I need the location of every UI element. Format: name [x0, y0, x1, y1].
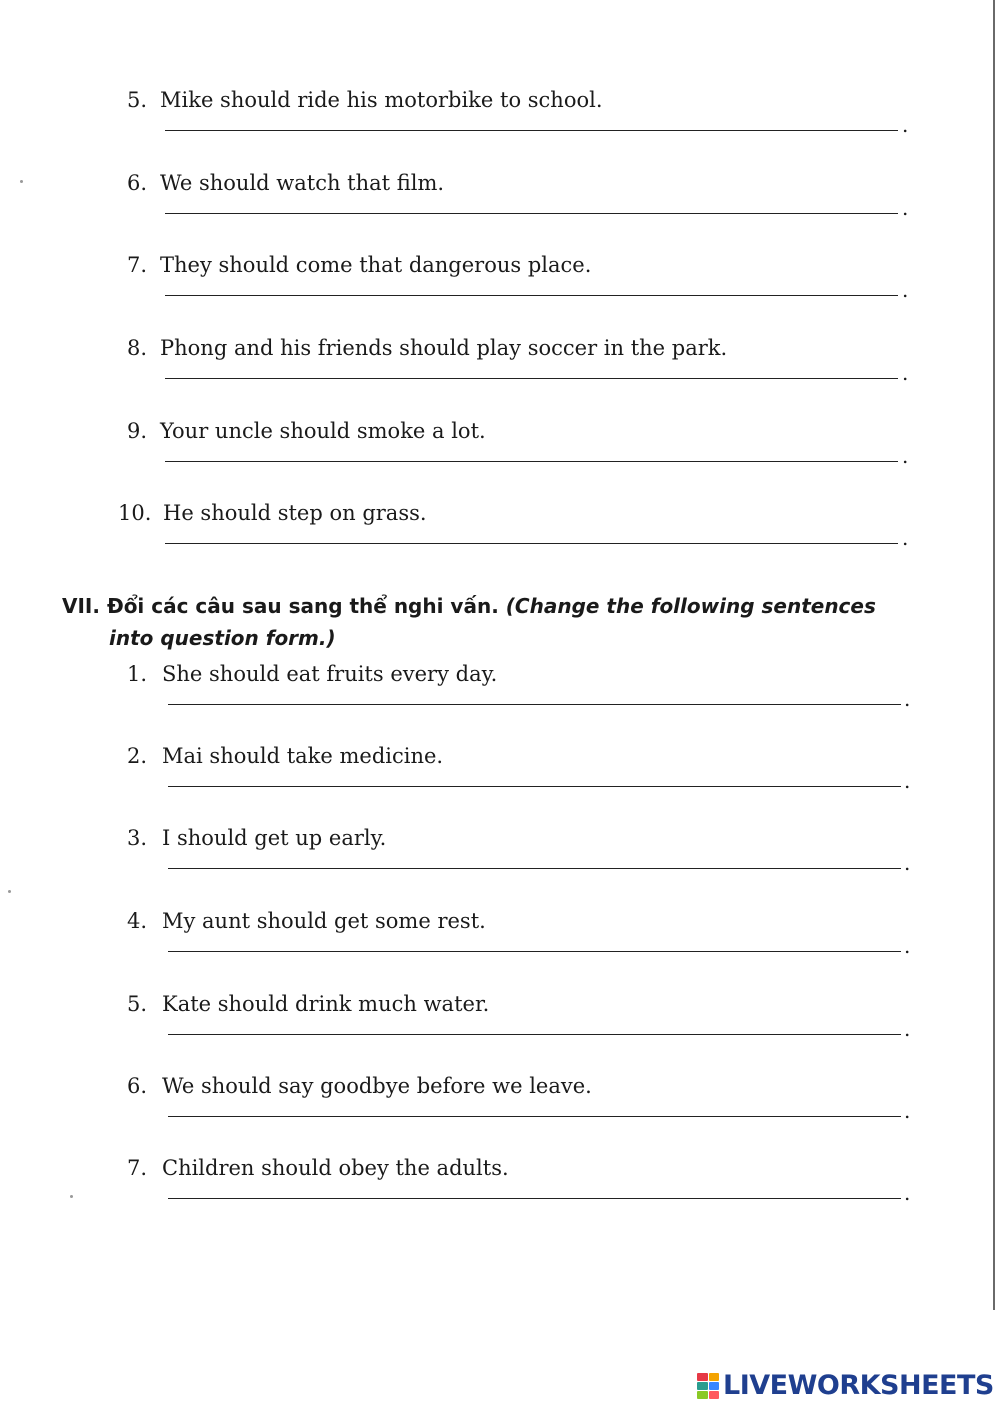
liveworksheets-logo: [697, 1370, 994, 1402]
exercise-item: [0, 991, 1000, 1051]
item-sentence: He should step on grass.: [163, 501, 427, 525]
answer-line[interactable]: [165, 130, 898, 131]
line-end-period: .: [904, 687, 911, 711]
scan-speck: [8, 890, 11, 893]
answer-line[interactable]: [165, 461, 898, 462]
item-sentence: Children should obey the adults.: [162, 1156, 509, 1180]
line-end-period: .: [904, 1181, 911, 1205]
item-sentence: Mike should ride his motorbike to school.: [160, 88, 603, 112]
instruction-english-2: into question form.): [109, 626, 336, 650]
item-sentence: Phong and his friends should play soccer in the park.: [160, 336, 728, 360]
answer-line[interactable]: [165, 295, 898, 296]
line-end-period: .: [904, 934, 911, 958]
line-end-period: .: [902, 526, 909, 550]
line-end-period: .: [902, 196, 909, 220]
item-number: 7.: [126, 253, 147, 277]
item-sentence: They should come that dangerous place.: [160, 253, 592, 277]
exercise-item: [0, 87, 1000, 147]
item-number: 7.: [126, 1156, 147, 1180]
answer-line[interactable]: [168, 1198, 901, 1199]
item-number: 2.: [126, 744, 147, 768]
answer-line[interactable]: [165, 378, 898, 379]
line-end-period: .: [904, 1099, 911, 1123]
item-sentence: Mai should take medicine.: [162, 744, 444, 768]
item-sentence: Kate should drink much water.: [162, 992, 490, 1016]
section-heading: [62, 590, 962, 654]
exercise-item: [0, 418, 1000, 478]
answer-line[interactable]: [168, 951, 901, 952]
item-number: 5.: [126, 88, 147, 112]
instruction-english-1: (Change the following sentences: [505, 594, 876, 618]
scan-speck: [20, 180, 23, 183]
item-sentence: I should get up early.: [162, 826, 387, 850]
instruction-vietnamese: Đổi các câu sau sang thể nghi vấn.: [106, 594, 499, 618]
line-end-period: .: [904, 1017, 911, 1041]
item-sentence: We should watch that film.: [160, 171, 445, 195]
item-number: 8.: [126, 336, 147, 360]
item-number: 6.: [126, 171, 147, 195]
exercise-item: [0, 252, 1000, 312]
exercise-item: [0, 500, 1000, 560]
section-number: VII.: [62, 594, 100, 618]
line-end-period: .: [902, 113, 909, 137]
exercise-item: [0, 825, 1000, 885]
logo-mark-icon: [697, 1373, 719, 1399]
exercise-item: [0, 1073, 1000, 1133]
item-number: 5.: [126, 992, 147, 1016]
item-number: 4.: [126, 909, 147, 933]
exercise-item: [0, 743, 1000, 803]
item-number: 9.: [126, 419, 147, 443]
exercise-item: [0, 170, 1000, 230]
item-sentence: My aunt should get some rest.: [162, 909, 486, 933]
line-end-period: .: [904, 769, 911, 793]
answer-line[interactable]: [168, 868, 901, 869]
answer-line[interactable]: [168, 1116, 901, 1117]
exercise-item: [0, 1155, 1000, 1215]
answer-line[interactable]: [168, 1034, 901, 1035]
answer-line[interactable]: [168, 704, 901, 705]
line-end-period: .: [902, 361, 909, 385]
item-number: 3.: [126, 826, 147, 850]
item-number: 1.: [126, 662, 147, 686]
exercise-item: [0, 335, 1000, 395]
item-sentence: We should say goodbye before we leave.: [162, 1074, 592, 1098]
exercise-item: [0, 661, 1000, 721]
line-end-period: .: [902, 444, 909, 468]
scan-speck: [70, 1195, 73, 1198]
line-end-period: .: [904, 851, 911, 875]
line-end-period: .: [902, 278, 909, 302]
answer-line[interactable]: [165, 543, 898, 544]
item-sentence: Your uncle should smoke a lot.: [160, 419, 486, 443]
answer-line[interactable]: [168, 786, 901, 787]
item-sentence: She should eat fruits every day.: [162, 662, 498, 686]
answer-line[interactable]: [165, 213, 898, 214]
logo-text: LIVEWORKSHEETS: [723, 1370, 994, 1401]
item-number: 6.: [126, 1074, 147, 1098]
item-number: 10.: [118, 501, 152, 525]
exercise-item: [0, 908, 1000, 968]
